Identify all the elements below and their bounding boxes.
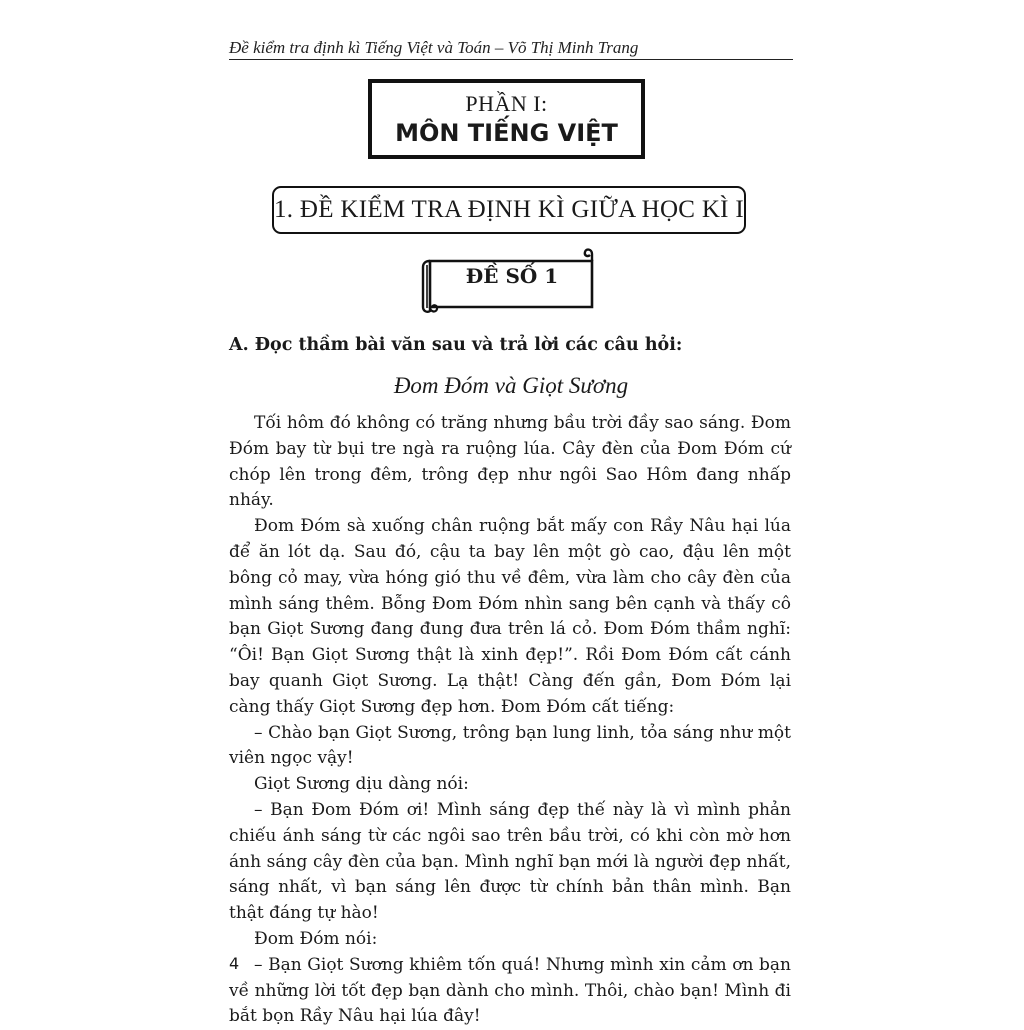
story-paragraph: – Bạn Đom Đóm ơi! Mình sáng đẹp thế này là vì mình phản chiếu ánh sáng từ các ngôi sao trên bầu trời, có khi còn mờ hơn ánh sáng cây đèn của bạn. Mình nghĩ bạn mới là người đẹp nhất, sáng nhất, vì bạn sáng lên được từ chính bản thân mình. Bạn thật đáng tự hào! [229,799,791,924]
story-paragraph: – Chào bạn Giọt Sương, trông bạn lung linh, tỏa sáng như một viên ngọc vậy! [229,722,791,769]
section-heading-box [272,186,746,234]
story-paragraph: Tối hôm đó không có trăng nhưng bầu trời đầy sao sáng. Đom Đóm bay từ bụi tre ngà ra ruộng lúa. Cây đèn của Đom Đóm cứ chóp lên trong đêm, trông đẹp như ngôi Sao Hôm đang nhấp nháy. [229,413,791,511]
story-title: Đom Đóm và Giọt Sương [393,373,629,398]
running-header: Đề kiểm tra định kì Tiếng Việt và Toán – Võ Thị Minh Trang [229,38,639,57]
part-label: PHẦN I: [465,91,548,116]
page-number: 4 [229,954,240,973]
exam-title: ĐỀ SỐ 1 [465,264,559,288]
story-paragraph: Giọt Sương dịu dàng nói: [254,774,469,795]
story-body [229,411,791,1030]
part-title: MÔN TIẾNG VIỆT [395,119,618,147]
instruction-text: A. Đọc thầm bài văn sau và trả lời các câu hỏi: [229,335,683,355]
story-paragraph: Đom Đóm nói: [254,928,378,949]
story-paragraph: – Bạn Giọt Sương khiêm tốn quá! Nhưng mình xin cảm ơn bạn về những lời tốt đẹp bạn dành cho mình. Thôi, chào bạn! Mình đi bắt bọn Rầy Nâu hại lúa đây! [229,954,791,1027]
part-heading-box [368,79,645,159]
section-title: 1. ĐỀ KIỂM TRA ĐỊNH KÌ GIỮA HỌC KÌ I [274,196,744,223]
story-paragraph: Đom Đóm sà xuống chân ruộng bắt mấy con Rầy Nâu hại lúa để ăn lót dạ. Sau đó, cậu ta bay lên một gò cao, đậu lên một bông cỏ may, vừa hóng gió thu về đêm, vừa làm cho cây đèn của mình sáng thêm. Bỗng Đom Đóm nhìn sang bên cạnh và thấy cô bạn Giọt Sương đang đung đưa trên lá cỏ. Đom Đóm thầm nghĩ: “Ôi! Bạn Giọt Sương thật là xinh đẹp!”. Rồi Đom Đóm cất cánh bay quanh Giọt Sương. Lạ thật! Càng đến gần, Đom Đóm lại càng thấy Giọt Sương đẹp hơn. Đom Đóm cất tiếng: [229,516,791,717]
header-rule [229,59,793,60]
